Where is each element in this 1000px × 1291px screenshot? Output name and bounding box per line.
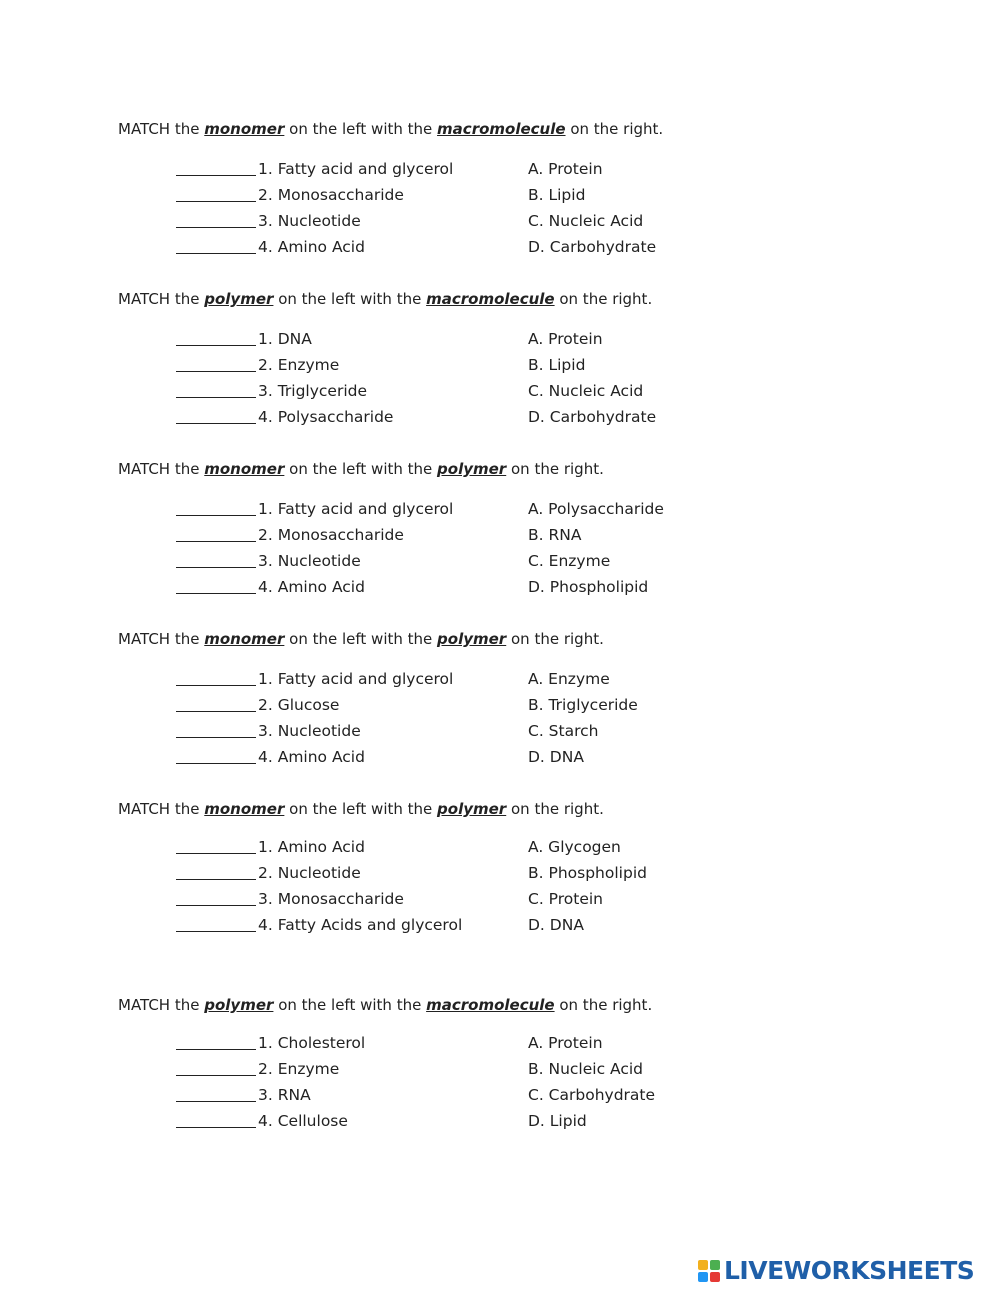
- match-row: [176, 721, 736, 741]
- left-item: 4. Amino Acid: [258, 238, 365, 256]
- left-item: 2. Enzyme: [258, 356, 340, 374]
- answer-blank[interactable]: [176, 721, 256, 738]
- left-item: 2. Glucose: [258, 696, 340, 714]
- match-row: [176, 837, 736, 857]
- right-item: D. Carbohydrate: [528, 408, 657, 426]
- right-item: B. Lipid: [528, 186, 586, 204]
- match-row: [176, 915, 736, 935]
- answer-blank[interactable]: [176, 551, 256, 568]
- match-row: [176, 407, 736, 427]
- answer-blank[interactable]: [176, 185, 256, 202]
- match-row: [176, 1033, 736, 1053]
- left-item: 1. Amino Acid: [258, 838, 365, 856]
- match-row: [176, 889, 736, 909]
- answer-blank[interactable]: [176, 355, 256, 372]
- answer-blank[interactable]: [176, 889, 256, 906]
- answer-blank[interactable]: [176, 915, 256, 932]
- left-item: 1. Fatty acid and glycerol: [258, 160, 454, 178]
- right-item: A. Polysaccharide: [528, 500, 664, 518]
- left-item: 4. Fatty Acids and glycerol: [258, 916, 463, 934]
- right-item: A. Protein: [528, 160, 603, 178]
- right-item: D. Phospholipid: [528, 578, 649, 596]
- right-item: B. RNA: [528, 526, 582, 544]
- answer-blank[interactable]: [176, 863, 256, 880]
- liveworksheets-logo: [698, 1256, 994, 1286]
- right-item: A. Protein: [528, 330, 603, 348]
- right-item: C. Nucleic Acid: [528, 382, 644, 400]
- left-item: 2. Nucleotide: [258, 864, 361, 882]
- right-item: D. Lipid: [528, 1112, 587, 1130]
- answer-blank[interactable]: [176, 1085, 256, 1102]
- left-item: 3. RNA: [258, 1086, 311, 1104]
- answer-blank[interactable]: [176, 695, 256, 712]
- match-row: [176, 695, 736, 715]
- answer-blank[interactable]: [176, 577, 256, 594]
- left-item: 4. Amino Acid: [258, 578, 365, 596]
- match-row: [176, 329, 736, 349]
- answer-blank[interactable]: [176, 1111, 256, 1128]
- match-row: [176, 355, 736, 375]
- match-row: [176, 211, 736, 231]
- answer-blank[interactable]: [176, 407, 256, 424]
- answer-blank[interactable]: [176, 1059, 256, 1076]
- answer-blank[interactable]: [176, 329, 256, 346]
- logo-text: LIVEWORKSHEETS: [724, 1256, 975, 1285]
- match-row: [176, 525, 736, 545]
- answer-blank[interactable]: [176, 669, 256, 686]
- answer-blank[interactable]: [176, 525, 256, 542]
- left-item: 4. Cellulose: [258, 1112, 348, 1130]
- right-item: C. Carbohydrate: [528, 1086, 656, 1104]
- answer-blank[interactable]: [176, 837, 256, 854]
- right-item: C. Starch: [528, 722, 599, 740]
- right-item: A. Glycogen: [528, 838, 621, 856]
- right-item: C. Nucleic Acid: [528, 212, 644, 230]
- left-item: 1. Fatty acid and glycerol: [258, 500, 454, 518]
- left-item: 2. Monosaccharide: [258, 526, 404, 544]
- left-item: 1. DNA: [258, 330, 312, 348]
- match-row: [176, 669, 736, 689]
- left-item: 1. Fatty acid and glycerol: [258, 670, 454, 688]
- right-item: D. DNA: [528, 916, 584, 934]
- instruction: MATCH the monomer on the left with the polymer on the right.: [118, 460, 604, 478]
- answer-blank[interactable]: [176, 381, 256, 398]
- answer-blank[interactable]: [176, 159, 256, 176]
- match-row: [176, 551, 736, 571]
- match-row: [176, 237, 736, 257]
- answer-blank[interactable]: [176, 499, 256, 516]
- instruction: MATCH the monomer on the left with the macromolecule on the right.: [118, 120, 664, 138]
- answer-blank[interactable]: [176, 237, 256, 254]
- match-row: [176, 577, 736, 597]
- left-item: 2. Monosaccharide: [258, 186, 404, 204]
- right-item: D. DNA: [528, 748, 584, 766]
- right-item: B. Triglyceride: [528, 696, 638, 714]
- answer-blank[interactable]: [176, 211, 256, 228]
- match-row: [176, 863, 736, 883]
- right-item: D. Carbohydrate: [528, 238, 657, 256]
- logo-blocks-icon: [698, 1260, 720, 1282]
- instruction: MATCH the polymer on the left with the macromolecule on the right.: [118, 996, 653, 1014]
- left-item: 3. Nucleotide: [258, 552, 361, 570]
- right-item: A. Protein: [528, 1034, 603, 1052]
- left-item: 2. Enzyme: [258, 1060, 340, 1078]
- right-item: C. Protein: [528, 890, 604, 908]
- right-item: B. Lipid: [528, 356, 586, 374]
- left-item: 3. Triglyceride: [258, 382, 368, 400]
- left-item: 4. Amino Acid: [258, 748, 365, 766]
- match-row: [176, 747, 736, 767]
- match-row: [176, 1059, 736, 1079]
- match-row: [176, 381, 736, 401]
- instruction: MATCH the polymer on the left with the macromolecule on the right.: [118, 290, 653, 308]
- left-item: 4. Polysaccharide: [258, 408, 394, 426]
- match-row: [176, 159, 736, 179]
- left-item: 3. Nucleotide: [258, 212, 361, 230]
- match-row: [176, 185, 736, 205]
- answer-blank[interactable]: [176, 1033, 256, 1050]
- right-item: B. Nucleic Acid: [528, 1060, 644, 1078]
- instruction: MATCH the monomer on the left with the polymer on the right.: [118, 630, 604, 648]
- match-row: [176, 499, 736, 519]
- instruction: MATCH the monomer on the left with the polymer on the right.: [118, 800, 604, 818]
- right-item: C. Enzyme: [528, 552, 611, 570]
- left-item: 3. Nucleotide: [258, 722, 361, 740]
- match-row: [176, 1111, 736, 1131]
- left-item: 1. Cholesterol: [258, 1034, 366, 1052]
- right-item: A. Enzyme: [528, 670, 610, 688]
- left-item: 3. Monosaccharide: [258, 890, 404, 908]
- right-item: B. Phospholipid: [528, 864, 647, 882]
- answer-blank[interactable]: [176, 747, 256, 764]
- match-row: [176, 1085, 736, 1105]
